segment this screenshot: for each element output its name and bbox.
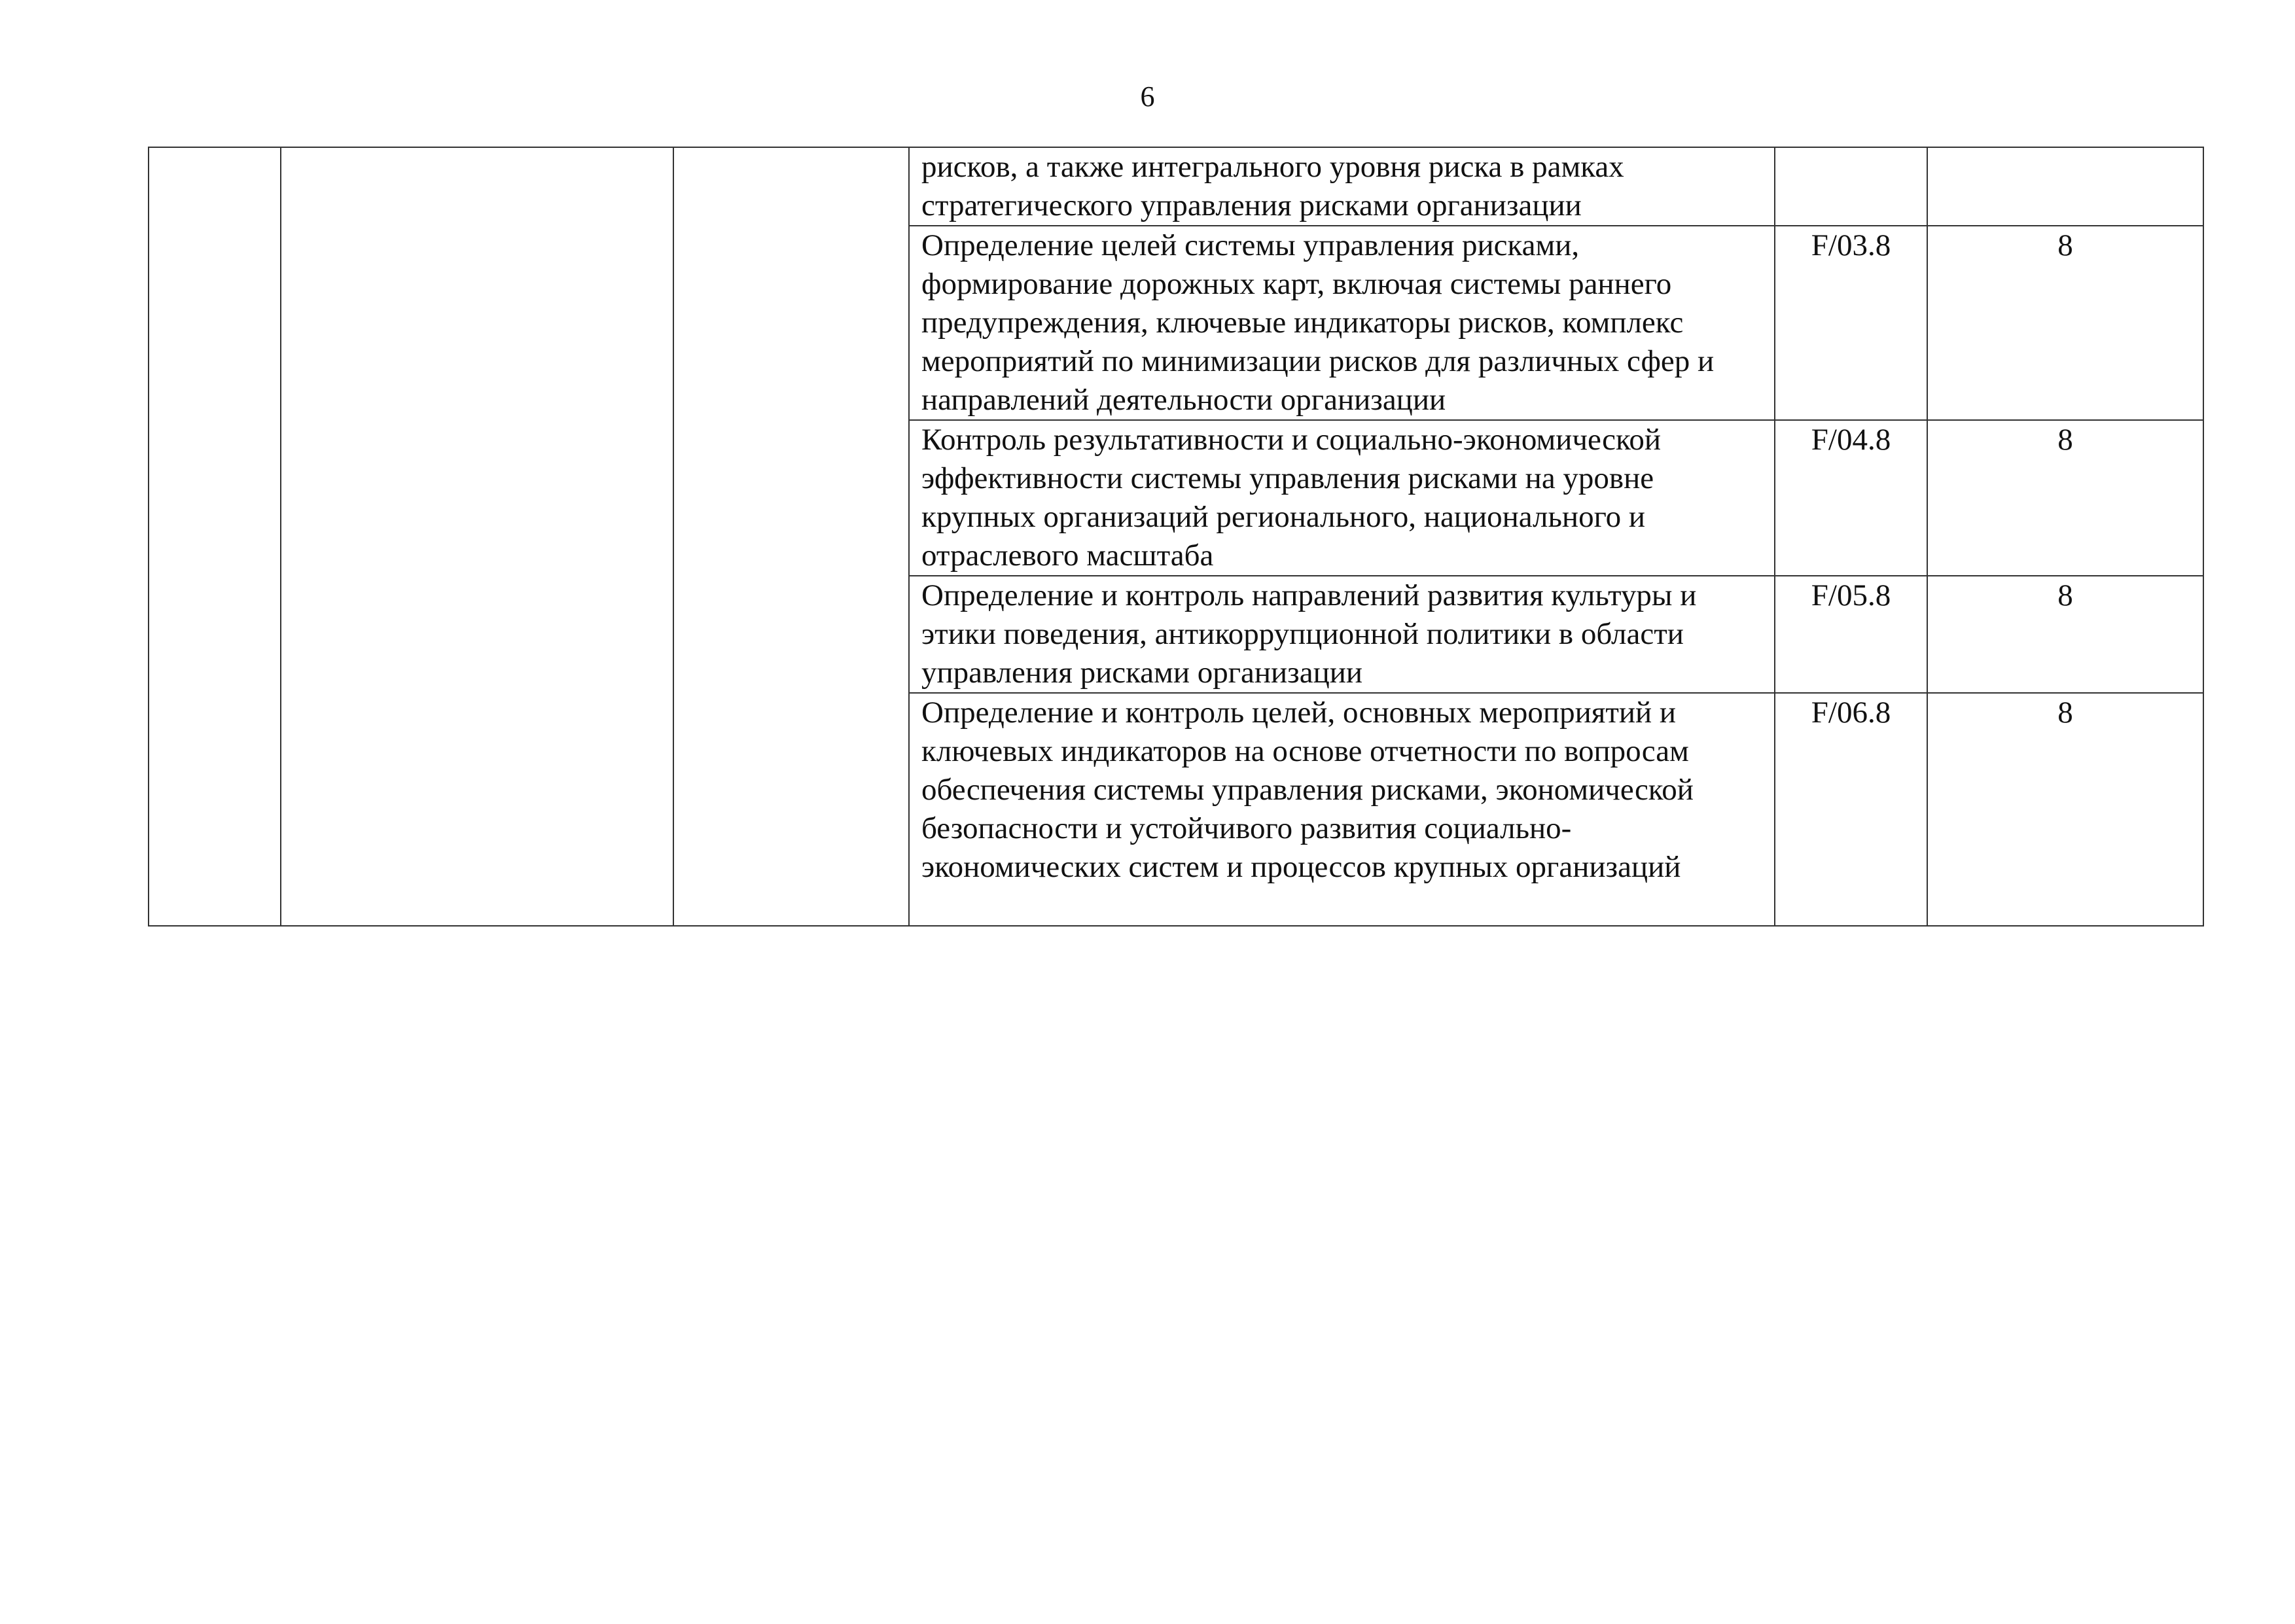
labor-function-text: Определение целей системы управления рисками, формирование дорожных карт, включая системы раннего предупреждения, ключевые индикаторы рисков, комплекс мероприятий по минимизации рисков для различных сфер и направлений деятельности организации [909, 226, 1775, 420]
labor-function-text: Контроль результативности и социально-экономической эффективности системы управления рисками на уровне крупных организаций регионального, национального и отраслевого масштаба [909, 420, 1775, 576]
empty-cell-name [281, 147, 673, 926]
empty-cell-qualification [673, 147, 909, 926]
page-number: 6 [1140, 80, 1155, 113]
function-code: F/03.8 [1775, 226, 1927, 420]
table-row [149, 147, 2203, 226]
labor-function-text: рисков, а также интегрального уровня риска в рамках стратегического управления рисками организации [909, 147, 1775, 226]
function-code: F/04.8 [1775, 420, 1927, 576]
qualification-level: 8 [1927, 693, 2203, 926]
qualification-table [148, 147, 2204, 927]
function-code: F/06.8 [1775, 693, 1927, 926]
qualification-level [1927, 147, 2203, 226]
qualification-level: 8 [1927, 576, 2203, 693]
qualification-level: 8 [1927, 226, 2203, 420]
labor-function-text: Определение и контроль направлений развития культуры и этики поведения, антикоррупционной политики в области управления рисками организации [909, 576, 1775, 693]
function-code: F/05.8 [1775, 576, 1927, 693]
qualification-level: 8 [1927, 420, 2203, 576]
empty-cell-code [149, 147, 281, 926]
labor-function-text: Определение и контроль целей, основных мероприятий и ключевых индикаторов на основе отчетности по вопросам обеспечения системы управления рисками, экономической безопасности и устойчивого развития социально-экономических систем и процессов крупных организаций [909, 693, 1775, 926]
function-code [1775, 147, 1927, 226]
